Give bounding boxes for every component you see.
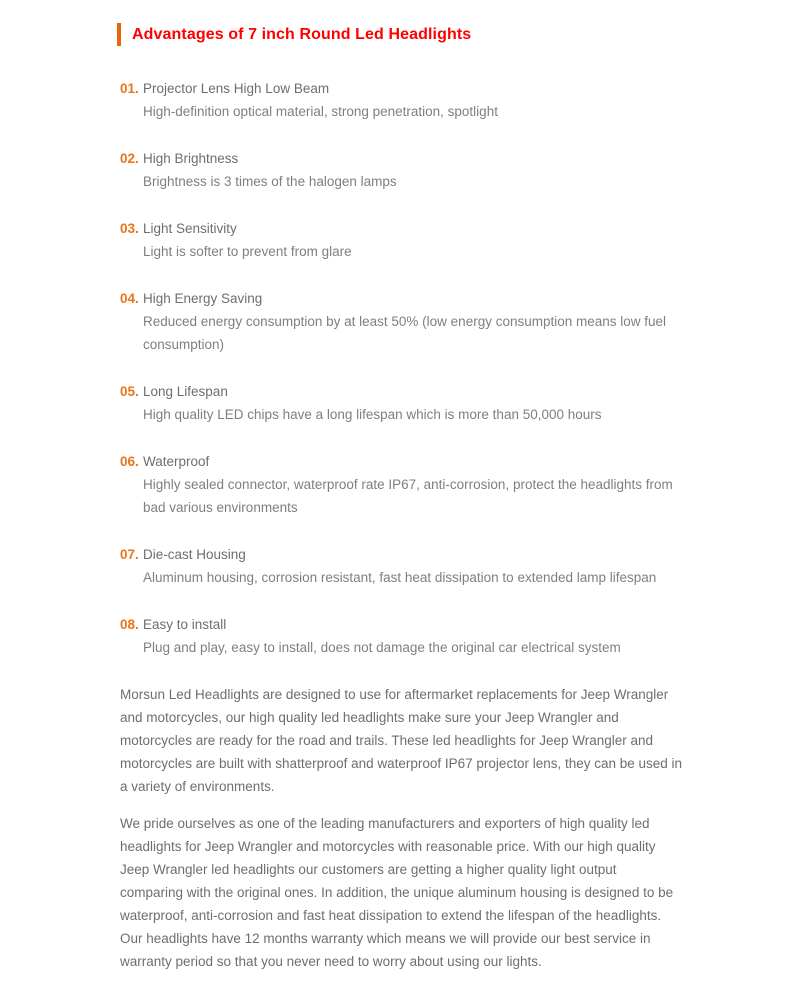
advantage-description: Aluminum housing, corrosion resistant, fast heat dissipation to extended lamp lifespan bbox=[143, 570, 657, 585]
advantage-title: Waterproof bbox=[143, 454, 210, 469]
advantage-item-01 bbox=[120, 77, 683, 123]
advantage-body bbox=[143, 147, 397, 193]
advantage-description: High quality LED chips have a long lifespan which is more than 50,000 hours bbox=[143, 407, 602, 422]
advantage-description: Plug and play, easy to install, does not damage the original car electrical system bbox=[143, 640, 621, 655]
advantage-body bbox=[143, 77, 498, 123]
advantage-body bbox=[143, 543, 656, 589]
advantage-title: High Brightness bbox=[143, 151, 239, 166]
advantage-title: Long Lifespan bbox=[143, 384, 228, 399]
advantages-section bbox=[117, 23, 683, 987]
advantage-number: 05. bbox=[120, 384, 139, 399]
description-paragraphs bbox=[120, 683, 683, 973]
advantage-item-08 bbox=[120, 613, 683, 659]
advantage-title: Light Sensitivity bbox=[143, 221, 237, 236]
advantage-body bbox=[143, 287, 683, 356]
advantage-number: 03. bbox=[120, 221, 139, 236]
description-paragraph-1: Morsun Led Headlights are designed to use for aftermarket replacements for Jeep Wrangler and motorcycles, our high quality led headlights make sure your Jeep Wrangler and motorcycles are ready for the road and trails. These led headlights for Jeep Wrangler and motorcycles are built with shatterproof and waterproof IP67 projector lens, they can be used in a variety of environments. bbox=[120, 687, 683, 794]
advantage-description: High-definition optical material, strong penetration, spotlight bbox=[143, 104, 498, 119]
description-paragraph-2: We pride ourselves as one of the leading manufacturers and exporters of high quality led headlights for Jeep Wrangler and motorcycles with reasonable price. With our high quality Jeep Wrangler led headlights our customers are getting a higher quality light output comparing with the original ones. In addition, the unique aluminum housing is designed to be waterproof, anti-corrosion and fast heat dissipation to extend the lifespan of the headlights. Our headlights have 12 months warranty which means we will provide our best service in warranty period so that you never need to worry about using our lights. bbox=[120, 816, 674, 969]
advantage-title: High Energy Saving bbox=[143, 291, 263, 306]
advantage-number: 01. bbox=[120, 81, 139, 96]
advantage-title: Projector Lens High Low Beam bbox=[143, 81, 330, 96]
advantage-item-03 bbox=[120, 217, 683, 263]
advantage-description: Light is softer to prevent from glare bbox=[143, 244, 352, 259]
advantage-item-07 bbox=[120, 543, 683, 589]
advantage-number: 02. bbox=[120, 151, 139, 166]
advantage-description: Highly sealed connector, waterproof rate IP67, anti-corrosion, protect the headlights from bad various environments bbox=[143, 477, 673, 515]
advantage-number: 04. bbox=[120, 291, 139, 306]
advantage-body bbox=[143, 217, 352, 263]
advantage-item-06 bbox=[120, 450, 683, 519]
advantage-item-05 bbox=[120, 380, 683, 426]
advantage-body bbox=[143, 450, 683, 519]
advantage-description: Brightness is 3 times of the halogen lamps bbox=[143, 174, 397, 189]
advantage-number: 06. bbox=[120, 454, 139, 469]
advantage-list bbox=[120, 77, 683, 659]
advantage-title: Die-cast Housing bbox=[143, 547, 246, 562]
accent-bar bbox=[117, 23, 121, 46]
advantage-number: 08. bbox=[120, 617, 139, 632]
advantage-number: 07. bbox=[120, 547, 139, 562]
section-header bbox=[117, 23, 683, 46]
advantage-description: Reduced energy consumption by at least 50% (low energy consumption means low fuel consumption) bbox=[143, 314, 667, 352]
section-title: Advantages of 7 inch Round Led Headlights bbox=[132, 25, 472, 43]
advantage-item-02 bbox=[120, 147, 683, 193]
advantage-body bbox=[143, 613, 621, 659]
advantage-item-04 bbox=[120, 287, 683, 356]
advantage-title: Easy to install bbox=[143, 617, 227, 632]
advantage-body bbox=[143, 380, 602, 426]
